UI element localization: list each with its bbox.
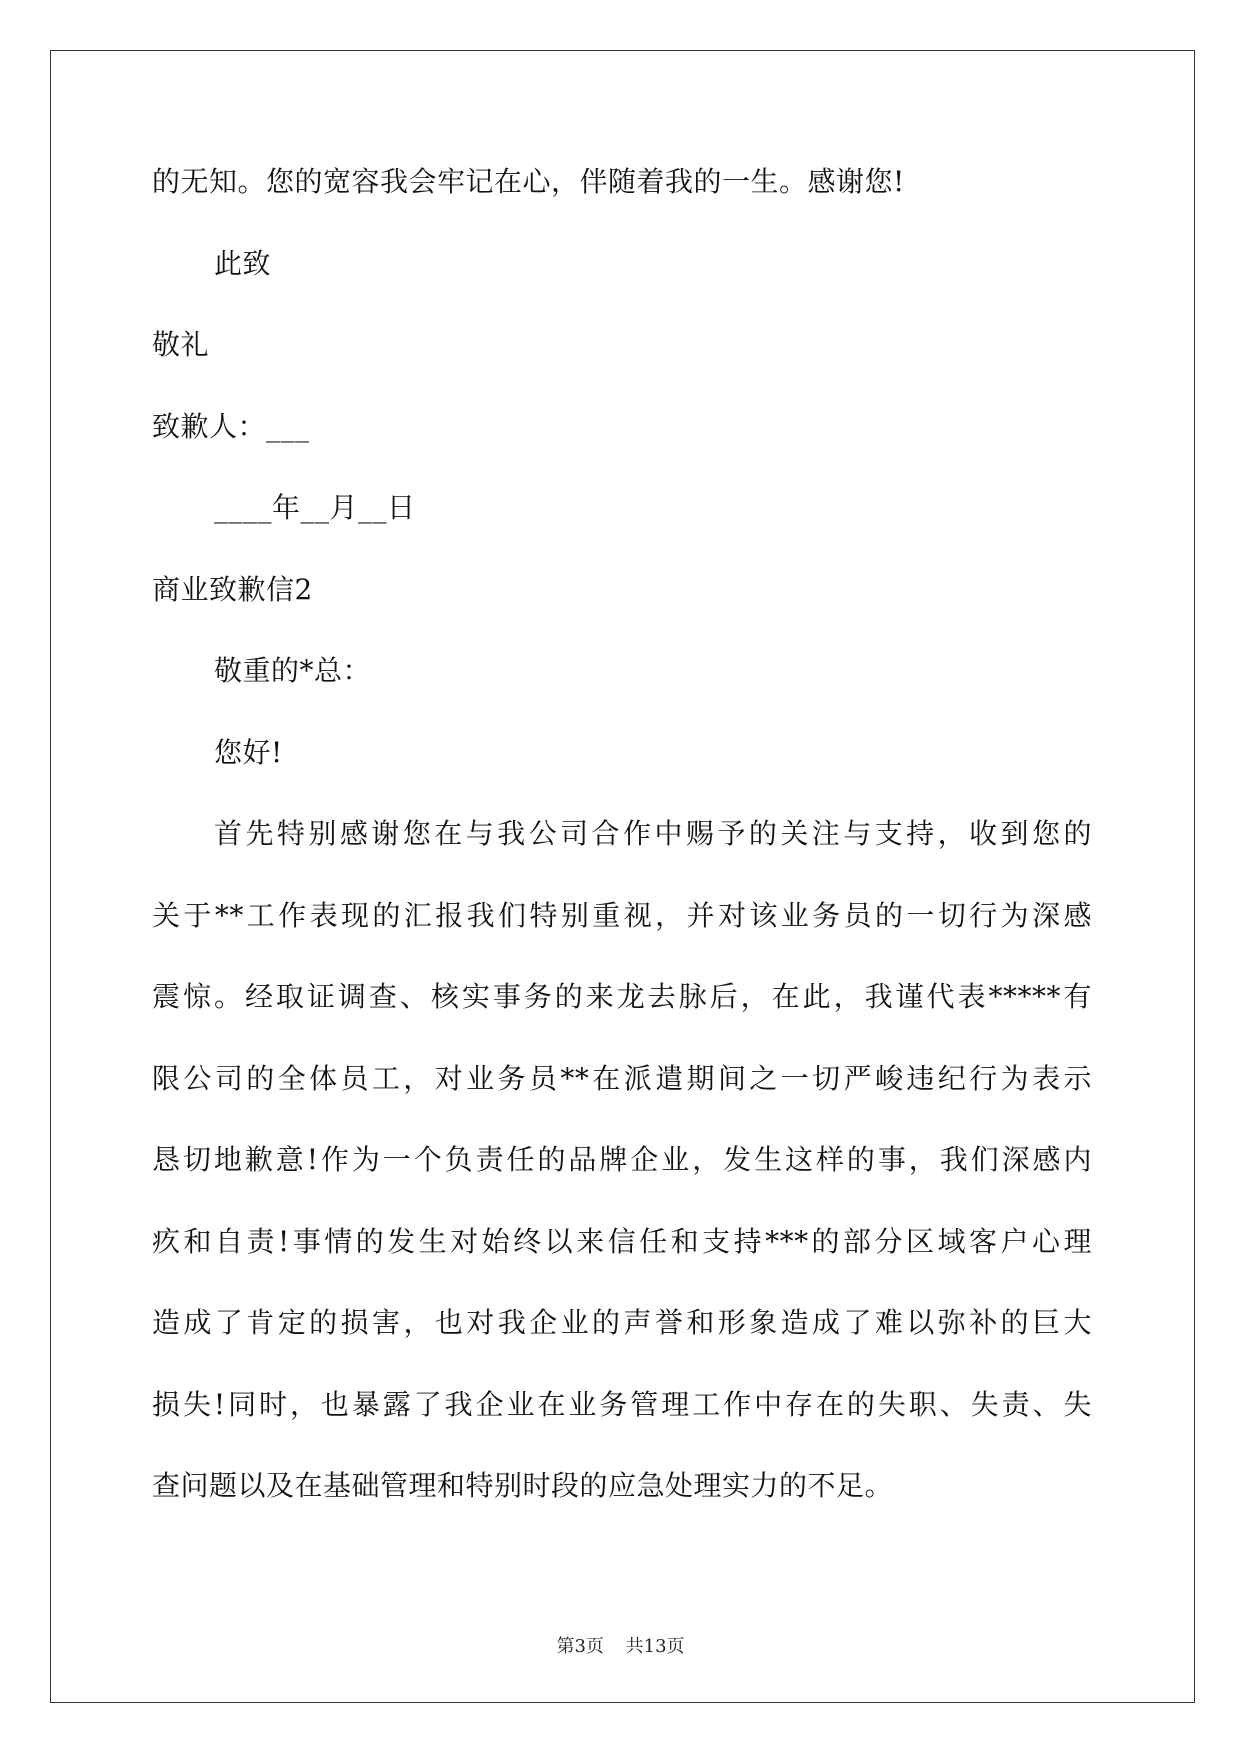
greeting-hello: 您好! <box>214 735 283 769</box>
paragraph-line: 查问题以及在基础管理和特别时段的应急处理实力的不足。 <box>152 1469 894 1502</box>
section-heading: 商业致歉信2 <box>152 572 313 606</box>
closing-salutation: 此致 <box>214 246 272 280</box>
paragraph-line: 造成了肯定的损害，也对我企业的声誉和形象造成了难以弥补的巨大 <box>152 1306 1092 1339</box>
paragraph-line: 首先特别感谢您在与我公司合作中赐予的关注与支持，收到您的 <box>214 817 1092 850</box>
paragraph-line: 震惊。经取证调查、核实事务的来龙去脉后，在此，我谨代表*****有 <box>152 980 1092 1013</box>
page-total: 共13页 <box>625 1636 685 1657</box>
text-line: 的无知。您的宽容我会牢记在心，伴随着我的一生。感谢您! <box>152 165 905 198</box>
paragraph-line: 恳切地歉意!作为一个负责任的品牌企业，发生这样的事，我们深感内 <box>152 1143 1092 1176</box>
page-footer <box>0 1632 1241 1658</box>
signature-line: 致歉人：___ <box>152 409 310 443</box>
body-paragraph <box>152 807 1092 1541</box>
paragraph-line: 关于**工作表现的汇报我们特别重视，并对该业务员的一切行为深感 <box>152 898 1092 932</box>
paragraph-line: 损失!同时，也暴露了我企业在业务管理工作中存在的失职、失责、失 <box>152 1387 1092 1421</box>
closing-regards: 敬礼 <box>152 328 210 361</box>
page-number: 第3页 <box>556 1636 604 1657</box>
paragraph-line: 疚和自责!事情的发生对始终以来信任和支持***的部分区域客户心理 <box>152 1224 1092 1258</box>
greeting-recipient: 敬重的*总： <box>214 654 372 687</box>
paragraph-line: 限公司的全体员工，对业务员**在派遣期间之一切严峻违纪行为表示 <box>152 1061 1092 1095</box>
document-body <box>152 155 1092 1541</box>
date-line: ____年__月__日 <box>214 491 416 524</box>
